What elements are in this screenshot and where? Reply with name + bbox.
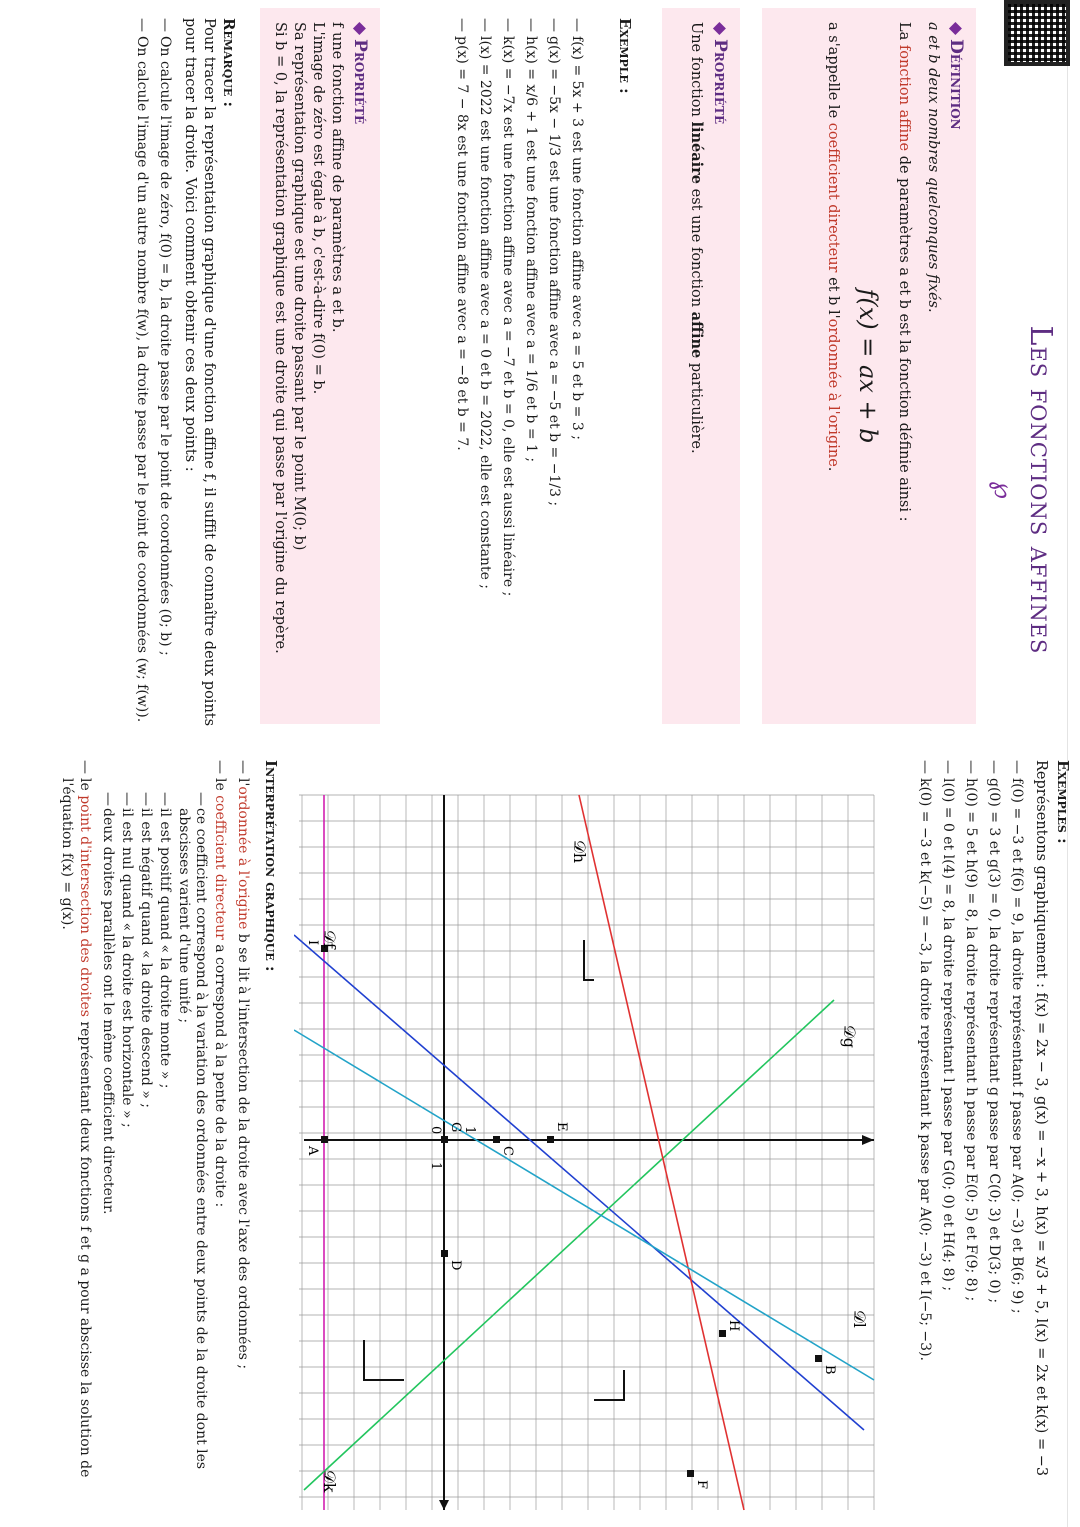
grid: [299, 795, 874, 1510]
point-E: [547, 1136, 554, 1143]
examples-item: — g(0) = 3 et g(3) = 0, la droite représentant g passe par C(0; 3) et D(3; 0) ;: [985, 760, 1003, 1520]
remark-intro: Pour tracer la représentation graphique d'une fonction affine f, il suffit de connaître deux points pour tracer la droite. Voici comment obtenir ces deux points :: [182, 18, 217, 727]
label-Dh: 𝒟h: [570, 840, 589, 864]
definition-names: a s'appelle le coefficient directeur et b l'ordonnée à l'origine.: [825, 22, 841, 472]
triangle-bullet-icon: ◆: [710, 22, 730, 36]
example-item: — l(x) = 2022 est une fonction affine avec a = 0 et b = 2022, elle est constante ;: [476, 18, 494, 728]
property-linear-text: Une fonction linéaire est une fonction affine particulière.: [688, 22, 705, 454]
interpretation-section: [53, 760, 280, 1520]
interpretation-heading: Interprétation graphique :: [262, 760, 280, 972]
label-A: A: [305, 1146, 320, 1156]
label-origin: 0: [428, 1126, 443, 1135]
remark-section: [128, 18, 238, 728]
interpretation-item: — le coefficient directeur a correspond à la pente de la droite : — ce coefficient correspond à la variation des ordonnées entre deux points de la droite dont les abscisses varient d'une unité ; — il est positif quand « la droite monte » ; — il est négatif quand « la droite descend » ; — il est nul quand « la droite est horizontale » ; — deux droites parallèles ont le même coefficient directeur.: [99, 760, 229, 1520]
property-image-heading: ◆Propriété: [350, 22, 370, 125]
label-unit-x: 1: [428, 1162, 443, 1171]
property-image-line: Si b = 0, la représentation graphique est une droite qui passe par l'origine du repère.: [272, 22, 288, 654]
x-axis-arrow-icon: [439, 1500, 449, 1510]
remark-item: — On calcule l'image de zéro, f(0) = b, la droite passe par le point de coordonnées (0; b) ;: [156, 18, 174, 728]
label-E: E: [554, 1122, 569, 1132]
label-G: G: [448, 1122, 463, 1133]
interpretation-subitem: — il est négatif quand « la droite descend » ;: [137, 792, 154, 1520]
example-item: — p(x) = 7 − 8x est une fonction affine avec a = −8 et b = 7.: [453, 18, 471, 728]
example-section: [448, 18, 634, 728]
line-g: [304, 1000, 834, 1490]
definition-formula: f(x) = ax + b: [854, 288, 882, 444]
remark-item: — On calcule l'image d'un autre nombre f(w), la droite passe par le point de coordonnées (w; f(w)).: [133, 18, 151, 728]
label-B: B: [822, 1365, 837, 1375]
definition-intro: a et b deux nombres quelconques fixés.: [925, 22, 941, 313]
slope-arrow-g: [594, 1370, 624, 1400]
example-heading: Exemple :: [616, 18, 634, 94]
page-title: Les fonctions affines: [1023, 325, 1058, 655]
triangle-bullet-icon: ◆: [350, 22, 370, 36]
example-item: — h(x) = x/6 + 1 est une fonction affine avec a = 1/6 et b = 1 ;: [522, 18, 540, 728]
property-image-box: [260, 8, 380, 724]
definition-heading: ◆Définition: [946, 22, 966, 130]
examples-section: [911, 760, 1072, 1520]
interpretation-sublist: [99, 792, 209, 1520]
examples-item: — h(0) = 5 et h(9) = 8, la droite représentant h passe par E(0; 5) et F(9; 8) ;: [962, 760, 980, 1520]
line-f: [294, 935, 864, 1430]
example-list: [453, 18, 586, 728]
label-Dl: 𝒟l: [850, 1310, 869, 1328]
label-D: D: [448, 1260, 463, 1271]
label-C: C: [500, 1146, 515, 1156]
point-H: [719, 1330, 726, 1337]
label-F: F: [694, 1480, 709, 1490]
examples-item: — f(0) = −3 et f(6) = 9, la droite représentant f passe par A(0; −3) et B(6; 9) ;: [1008, 760, 1026, 1520]
label-unit-y: 1: [462, 1126, 477, 1135]
property-linear-heading: ◆Propriété: [710, 22, 730, 125]
point-A: [321, 1136, 328, 1143]
interpretation-item: — le point d'intersection des droites représentant deux fonctions f et g a pour abscisse la solution de l'équation f(x) = g(x).: [58, 760, 94, 1520]
interpretation-subitem: — deux droites parallèles ont le même coefficient directeur.: [99, 792, 116, 1520]
examples-heading: Exemples :: [1054, 760, 1072, 844]
swirl-ornament-icon: ℘: [988, 480, 1018, 500]
property-image-line: Sa représentation graphique est une droite passant par le point M(0; b): [291, 22, 307, 551]
line-l: [294, 1030, 874, 1380]
interpretation-item: — l'ordonnée à l'origine b se lit à l'intersection de la droite avec l'axe des ordonnées ;: [234, 760, 252, 1520]
qr-code: [1004, 0, 1070, 66]
example-item: — g(x) = −5x − 1/3 est une fonction affine avec a = −5 et b = −1/3 ;: [545, 18, 563, 728]
label-Dg: 𝒟g: [840, 1025, 859, 1049]
label-H: H: [726, 1320, 741, 1332]
definition-line: La fonction affine de paramètres a et b est la fonction définie ainsi :: [896, 22, 912, 522]
slope-arrow-h: [584, 940, 594, 980]
interpretation-subitem: — ce coefficient correspond à la variation des ordonnées entre deux points de la droite dont les abscisses varient d'une unité ;: [175, 792, 209, 1520]
label-I: I: [305, 940, 320, 946]
triangle-bullet-icon: ◆: [946, 22, 966, 36]
definition-box: [762, 8, 976, 724]
example-item: — k(x) = −7x est une fonction affine avec a = −7 et b = 0, elle est aussi linéaire ;: [499, 18, 517, 728]
property-image-line: f une fonction affine de paramètres a et b.: [329, 22, 345, 333]
y-axis-arrow-icon: [862, 1135, 874, 1145]
example-item: — f(x) = 5x + 3 est une fonction affine avec a = 5 et b = 3 ;: [568, 18, 586, 728]
remark-heading: Remarque :: [220, 18, 238, 108]
examples-list: [916, 760, 1026, 1520]
function-graph: [294, 780, 884, 1520]
examples-item: — k(0) = −3 et k(−5) = −3, la droite représentant k passe par A(0; −3) et I(−5; −3).: [916, 760, 934, 1520]
examples-item: — l(0) = 0 et l(4) = 8, la droite représentant l passe par G(0; 0) et H(4; 8) ;: [939, 760, 957, 1520]
remark-list: [133, 18, 174, 728]
interpretation-subitem: — il est nul quand « la droite est horizontale » ;: [118, 792, 135, 1520]
interpretation-list: [58, 760, 252, 1520]
label-Dk: 𝒟k: [320, 1470, 339, 1493]
examples-intro: Représentons graphiquement : f(x) = 2x − 3, g(x) = −x + 3, h(x) = x/3 + 5, l(x) = 2x et k(x) = −3: [1033, 760, 1049, 1477]
point-C: [493, 1136, 500, 1143]
property-image-line: L'image de zéro est égale à b, c'est-à-dire f(0) = b.: [310, 22, 326, 395]
label-Df: 𝒟f: [320, 930, 339, 949]
line-h: [579, 795, 744, 1510]
property-linear-box: [662, 8, 740, 724]
interpretation-subitem: — il est positif quand « la droite monte » ;: [156, 792, 173, 1520]
point-B: [815, 1355, 822, 1362]
point-G: [441, 1136, 448, 1143]
point-D: [441, 1250, 448, 1257]
slope-arrow-f: [364, 1340, 404, 1380]
point-F: [687, 1470, 694, 1477]
